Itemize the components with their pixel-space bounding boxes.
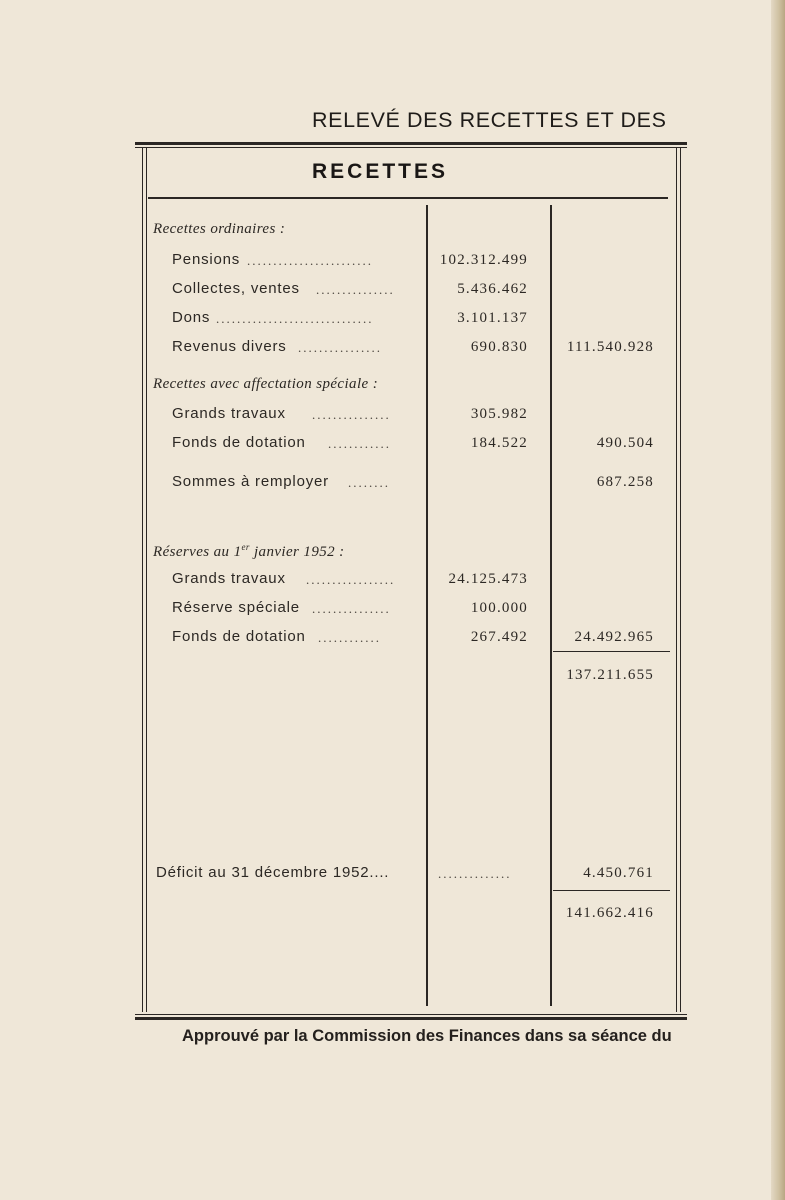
row-value-col1: 100.000 bbox=[470, 600, 528, 616]
row-label: Dons bbox=[172, 309, 211, 326]
row-value-col1: 305.982 bbox=[470, 406, 528, 422]
group-heading-reserves-prefix: Réserves au 1 bbox=[153, 544, 242, 560]
group-heading-affectation: Recettes avec affectation spéciale : bbox=[153, 376, 379, 392]
subtotal-value: 137.211.655 bbox=[566, 667, 654, 683]
group-heading-reserves bbox=[153, 542, 345, 561]
row-value-col2: 24.492.965 bbox=[574, 629, 654, 645]
row-value-col1: 3.101.137 bbox=[457, 310, 528, 326]
row-leader: ................. bbox=[306, 572, 396, 587]
top-rule bbox=[135, 142, 687, 145]
row-leader: ............... bbox=[312, 601, 391, 616]
row-value-col2: 111.540.928 bbox=[566, 339, 654, 355]
top-rule-thin bbox=[135, 147, 687, 148]
row-leader: ........ bbox=[348, 475, 390, 490]
bottom-rule-thin bbox=[135, 1014, 687, 1015]
row-value-col1: 690.830 bbox=[470, 339, 528, 355]
row-leader: ............... bbox=[312, 407, 391, 422]
page-edge bbox=[771, 0, 785, 1200]
subtotal-rule bbox=[553, 651, 670, 652]
left-border-inner bbox=[146, 148, 147, 1012]
row-value-col1: 267.492 bbox=[470, 629, 528, 645]
left-border bbox=[142, 148, 143, 1012]
row-label: Grands travaux bbox=[172, 570, 286, 587]
deficit-leader: .............. bbox=[438, 866, 512, 881]
right-border bbox=[676, 148, 677, 1012]
deficit-value: 4.450.761 bbox=[583, 865, 654, 881]
row-label: Pensions bbox=[172, 251, 241, 268]
column-divider-1 bbox=[426, 205, 428, 1006]
row-label: Collectes, ventes bbox=[172, 280, 300, 297]
row-leader: ........................ bbox=[247, 253, 373, 268]
group-heading-ordinaires: Recettes ordinaires : bbox=[153, 221, 286, 237]
right-border-outer bbox=[680, 148, 681, 1012]
total-rule bbox=[553, 890, 670, 891]
row-value-col2: 490.504 bbox=[596, 435, 654, 451]
row-value-col1: 102.312.499 bbox=[439, 252, 528, 268]
total-value: 141.662.416 bbox=[565, 905, 654, 921]
row-label: Sommes à remployer bbox=[172, 473, 329, 490]
row-label: Réserve spéciale bbox=[172, 599, 300, 616]
row-leader: ............ bbox=[328, 436, 391, 451]
column-divider-2 bbox=[550, 205, 552, 1006]
row-value-col1: 5.436.462 bbox=[457, 281, 528, 297]
row-value-col1: 24.125.473 bbox=[448, 571, 528, 587]
deficit-label: Déficit au 31 décembre 1952.... bbox=[156, 864, 390, 881]
row-label: Fonds de dotation bbox=[172, 628, 306, 645]
footer-approval-text: Approuvé par la Commission des Finances dans sa séance du bbox=[182, 1027, 672, 1045]
row-label: Grands travaux bbox=[172, 405, 286, 422]
section-title: RECETTES bbox=[312, 160, 449, 183]
row-leader: ............... bbox=[316, 282, 395, 297]
bottom-rule bbox=[135, 1017, 687, 1020]
row-value-col1: 184.522 bbox=[470, 435, 528, 451]
row-value-col2: 687.258 bbox=[596, 474, 654, 490]
group-heading-reserves-sup: er bbox=[241, 542, 250, 552]
row-label: Revenus divers bbox=[172, 338, 287, 355]
page-header-title: RELEVÉ DES RECETTES ET DES bbox=[312, 108, 667, 132]
row-leader: .............................. bbox=[216, 311, 374, 326]
row-leader: ................ bbox=[298, 340, 382, 355]
heading-rule bbox=[148, 197, 668, 199]
group-heading-reserves-suffix: janvier 1952 : bbox=[253, 544, 345, 560]
row-label: Fonds de dotation bbox=[172, 434, 306, 451]
row-leader: ............ bbox=[318, 630, 381, 645]
